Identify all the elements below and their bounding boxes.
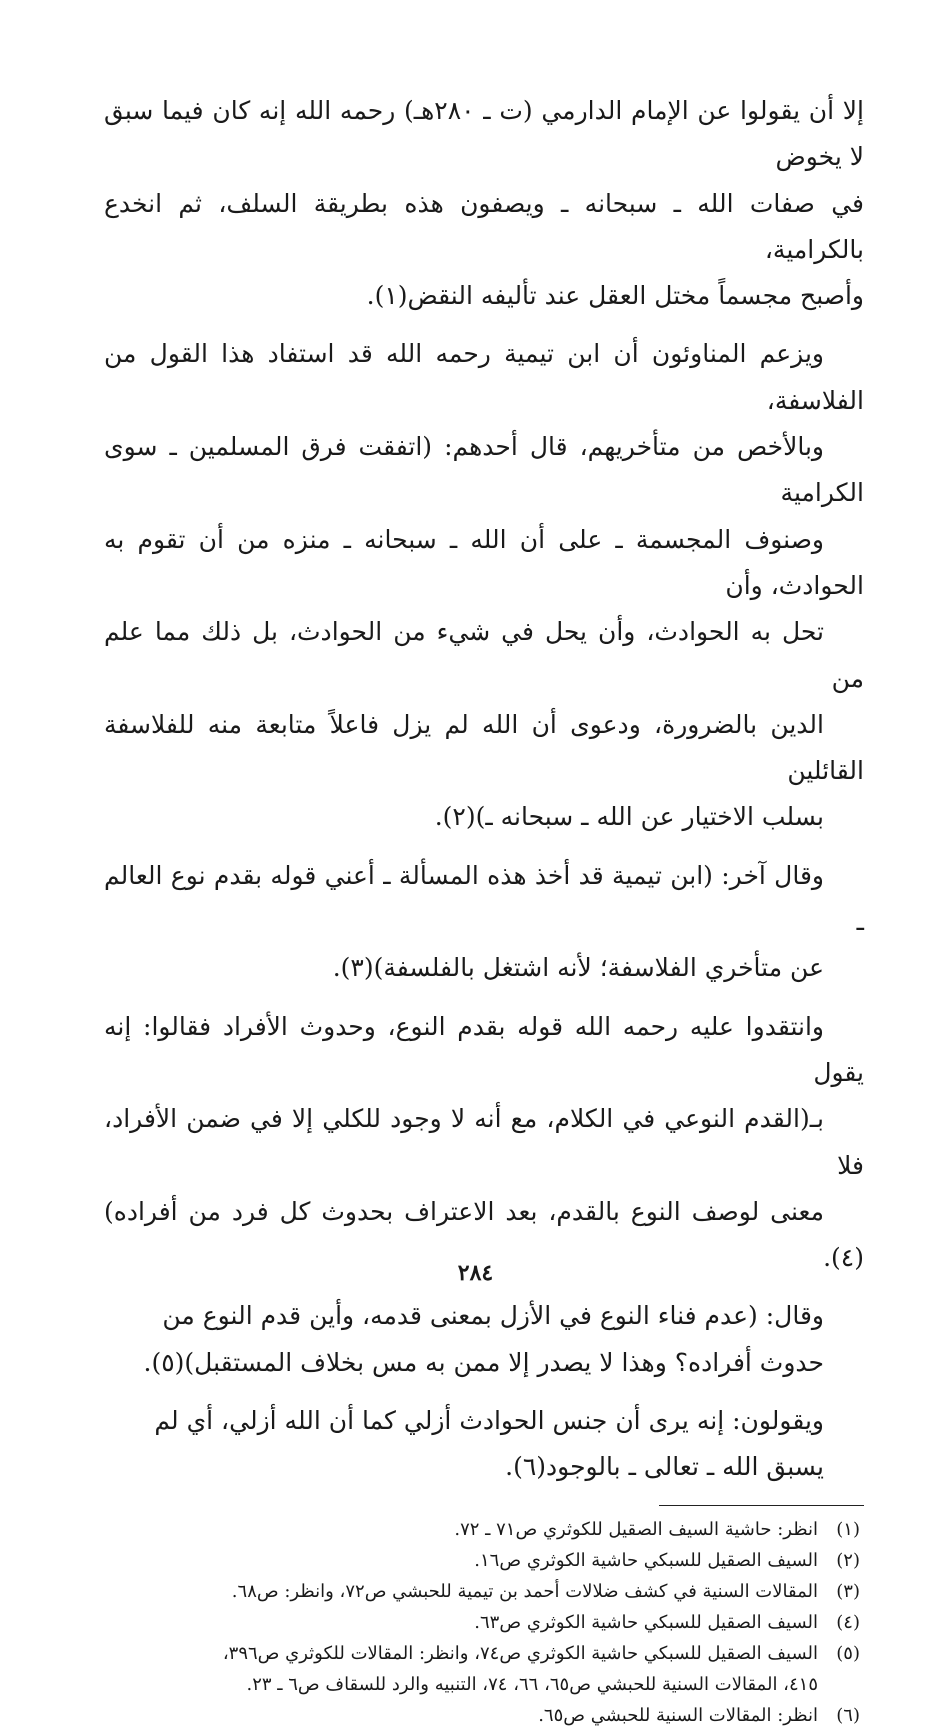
footnote-text: ٤١٥، المقالات السنية للحبشي ص٦٥، ٦٦، ٧٤، التنبيه والرد للسقاف ص٦ ـ ٢٣. [246,1673,818,1695]
text-line: وقال آخر: (ابن تيمية قد أخذ هذه المسألة ـ أعني قوله بقدم نوع العالم ـ [104,860,864,937]
text-line: بسلب الاختيار عن الله ـ سبحانه ـ)(٢). [434,802,824,832]
text-line: تحل به الحوادث، وأن يحل في شيء من الحوادث، بل ذلك مما علم من [104,617,864,693]
footnote-text: انظر: حاشية السيف الصقيل للكوثري ص٧١ ـ ٧٢. [454,1518,818,1540]
page-body [104,88,864,1731]
paragraph-4 [104,1004,864,1282]
footnote-text: السيف الصقيل للسبكي حاشية الكوثري ص٧٤، وانظر: المقالات للكوثري ص٣٩٦، [222,1642,818,1664]
text-line: الدين بالضرورة، ودعوى أن الله لم يزل فاعلاً متابعة منه للفلاسفة القائلين [104,709,864,786]
text-line: في صفات الله ـ سبحانه ـ ويصفون هذه بطريقة السلف، ثم انخدع بالكرامية، [104,188,864,264]
footnote-2 [104,1545,864,1576]
footnote-text: السيف الصقيل للسبكي حاشية الكوثري ص٦٣. [474,1611,818,1633]
text-line: عن متأخري الفلاسفة؛ لأنه اشتغل بالفلسفة)(٣). [332,953,824,983]
text-line: حدوث أفراده؟ وهذا لا يصدر إلا ممن به مس بخلاف المستقبل)(٥). [143,1347,824,1377]
footnote-number: (٦) [836,1704,860,1726]
text-line: معنى لوصف النوع بالقدم، بعد الاعتراف بحدوث كل فرد من أفراده)(٤). [104,1196,864,1273]
text-line: ويزعم المناوئون أن ابن تيمية رحمه الله قد استفاد هذا القول من الفلاسفة، [104,339,864,415]
paragraph-2 [104,331,864,840]
footnote-number: (٤) [836,1611,860,1633]
footnote-number: (٢) [836,1549,860,1571]
footnote-separator [659,1505,864,1506]
page-number: ٢٨٤ [457,1260,494,1286]
footnote-text: المقالات السنية في كشف ضلالات أحمد بن تيمية للحبشي ص٧٢، وانظر: ص٦٨. [231,1580,818,1602]
text-line: يسبق الله ـ تعالى ـ بالوجود(٦). [505,1452,824,1482]
text-line: وأصبح مجسماً مختل العقل عند تأليفه النقض(١). [366,281,864,311]
footnote-text: السيف الصقيل للسبكي حاشية الكوثري ص١٦. [474,1549,818,1571]
footnote-6 [104,1700,864,1731]
footnotes [104,1514,864,1731]
paragraph-6 [104,1398,864,1491]
footnote-number: (١) [836,1518,860,1540]
footnote-text: انظر: المقالات السنية للحبشي ص٦٥. [538,1704,818,1726]
footnote-1 [104,1514,864,1545]
text-line: وصنوف المجسمة ـ على أن الله ـ سبحانه ـ منزه من أن تقوم به الحوادث، وأن [104,524,864,600]
text-line: وبالأخص من متأخريهم، قال أحدهم: (اتفقت فرق المسلمين ـ سوى الكرامية [104,432,864,508]
paragraph-1 [104,88,864,319]
text-line: إلا أن يقولوا عن الإمام الدارمي (ت ـ ٢٨٠هـ) رحمه الله إنه كان فيما سبق لا يخوض [104,96,864,172]
footnote-5 [104,1638,864,1700]
paragraph-5 [104,1293,864,1386]
footnote-4 [104,1607,864,1638]
text-line: بـ(القدم النوعي في الكلام، مع أنه لا وجود للكلي إلا في ضمن الأفراد، فلا [104,1104,864,1180]
footnote-number: (٥) [836,1642,860,1664]
text-line: وانتقدوا عليه رحمه الله قوله بقدم النوع، وحدوث الأفراد فقالوا: إنه يقول [104,1011,864,1087]
text-line: وقال: (عدم فناء النوع في الأزل بمعنى قدمه، وأين قدم النوع من [162,1301,824,1331]
paragraph-3 [104,853,864,992]
footnote-3 [104,1576,864,1607]
footnote-number: (٣) [836,1580,860,1602]
text-line: ويقولون: إنه يرى أن جنس الحوادث أزلي كما أن الله أزلي، أي لم [154,1406,824,1436]
